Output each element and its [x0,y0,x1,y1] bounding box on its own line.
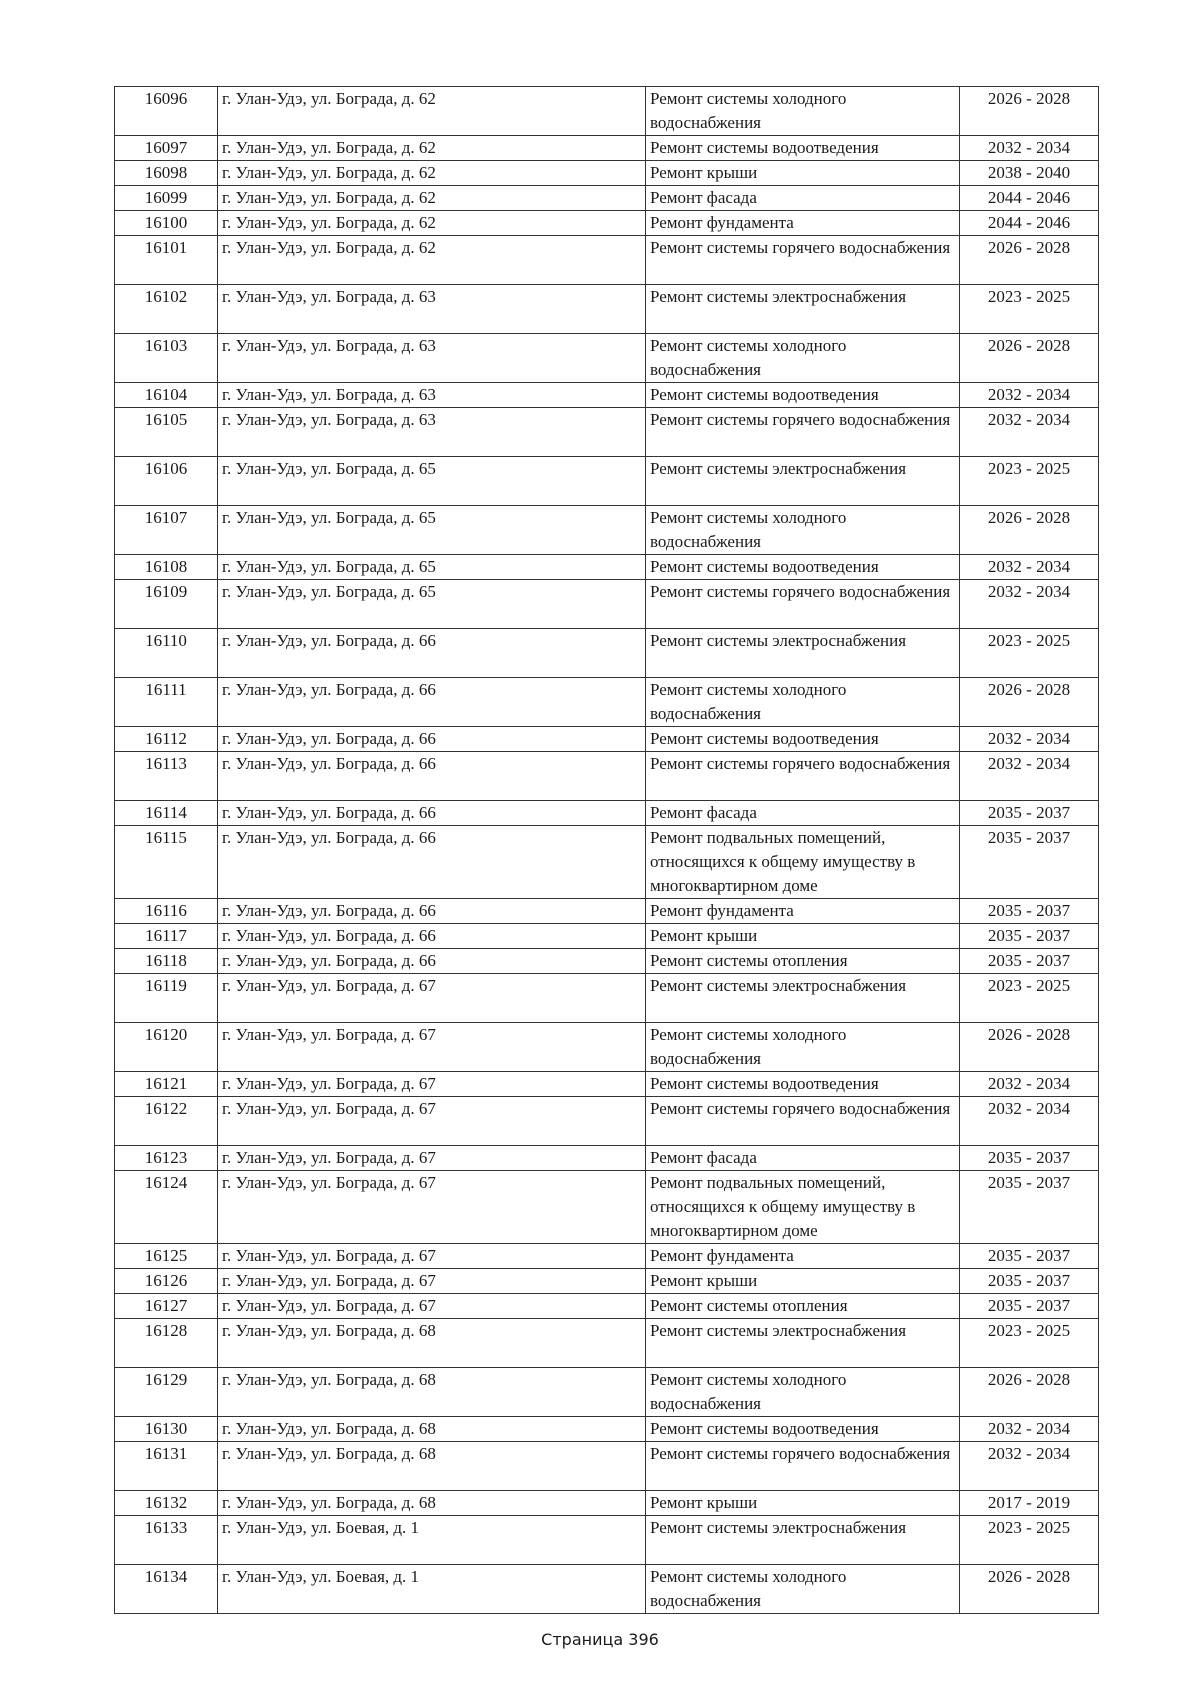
work-type-cell: Ремонт крыши [646,1269,960,1294]
work-type-cell: Ремонт системы холодного водоснабжения [646,334,960,383]
address-cell: г. Улан-Удэ, ул. Бограда, д. 66 [218,752,646,801]
address-cell: г. Улан-Удэ, ул. Бограда, д. 66 [218,678,646,727]
period-cell: 2032 - 2034 [960,383,1099,408]
row-number-cell: 16105 [115,408,218,457]
row-number-cell: 16124 [115,1171,218,1244]
table-row [115,1565,1099,1614]
table-row [115,383,1099,408]
table-row [115,1294,1099,1319]
address-cell: г. Улан-Удэ, ул. Бограда, д. 62 [218,161,646,186]
period-cell: 2032 - 2034 [960,555,1099,580]
table-row [115,186,1099,211]
row-number-cell: 16125 [115,1244,218,1269]
work-type-cell: Ремонт системы горячего водоснабжения [646,1442,960,1491]
period-cell: 2032 - 2034 [960,1097,1099,1146]
address-cell: г. Улан-Удэ, ул. Бограда, д. 65 [218,506,646,555]
row-number-cell: 16098 [115,161,218,186]
address-cell: г. Улан-Удэ, ул. Бограда, д. 67 [218,1146,646,1171]
table-row [115,1442,1099,1491]
work-type-cell: Ремонт крыши [646,161,960,186]
period-cell: 2035 - 2037 [960,899,1099,924]
period-cell: 2035 - 2037 [960,924,1099,949]
row-number-cell: 16131 [115,1442,218,1491]
table-row [115,1097,1099,1146]
repair-schedule-table [114,86,1099,1614]
work-type-cell: Ремонт фасада [646,1146,960,1171]
period-cell: 2023 - 2025 [960,457,1099,506]
address-cell: г. Улан-Удэ, ул. Бограда, д. 65 [218,580,646,629]
address-cell: г. Улан-Удэ, ул. Бограда, д. 68 [218,1491,646,1516]
table-row [115,899,1099,924]
address-cell: г. Улан-Удэ, ул. Бограда, д. 66 [218,629,646,678]
period-cell: 2032 - 2034 [960,1417,1099,1442]
row-number-cell: 16109 [115,580,218,629]
work-type-cell: Ремонт системы водоотведения [646,383,960,408]
work-type-cell: Ремонт системы электроснабжения [646,1319,960,1368]
work-type-cell: Ремонт системы водоотведения [646,136,960,161]
work-type-cell: Ремонт системы холодного водоснабжения [646,87,960,136]
table-row [115,1171,1099,1244]
row-number-cell: 16117 [115,924,218,949]
period-cell: 2032 - 2034 [960,136,1099,161]
address-cell: г. Улан-Удэ, ул. Бограда, д. 62 [218,136,646,161]
table-row [115,801,1099,826]
work-type-cell: Ремонт крыши [646,1491,960,1516]
work-type-cell: Ремонт системы горячего водоснабжения [646,1097,960,1146]
address-cell: г. Улан-Удэ, ул. Бограда, д. 66 [218,949,646,974]
period-cell: 2032 - 2034 [960,408,1099,457]
period-cell: 2035 - 2037 [960,1269,1099,1294]
period-cell: 2035 - 2037 [960,1294,1099,1319]
work-type-cell: Ремонт подвальных помещений, относящихся к общему имуществу в многоквартирном доме [646,826,960,899]
work-type-cell: Ремонт системы горячего водоснабжения [646,752,960,801]
period-cell: 2017 - 2019 [960,1491,1099,1516]
work-type-cell: Ремонт системы холодного водоснабжения [646,1565,960,1614]
period-cell: 2026 - 2028 [960,87,1099,136]
table-row [115,1146,1099,1171]
period-cell: 2026 - 2028 [960,506,1099,555]
period-cell: 2035 - 2037 [960,1171,1099,1244]
period-cell: 2032 - 2034 [960,1072,1099,1097]
table-row [115,87,1099,136]
address-cell: г. Улан-Удэ, ул. Бограда, д. 67 [218,1072,646,1097]
period-cell: 2035 - 2037 [960,1244,1099,1269]
row-number-cell: 16111 [115,678,218,727]
address-cell: г. Улан-Удэ, ул. Бограда, д. 66 [218,826,646,899]
period-cell: 2035 - 2037 [960,826,1099,899]
work-type-cell: Ремонт системы водоотведения [646,555,960,580]
row-number-cell: 16114 [115,801,218,826]
table-row [115,949,1099,974]
period-cell: 2023 - 2025 [960,1319,1099,1368]
period-cell: 2032 - 2034 [960,752,1099,801]
period-cell: 2044 - 2046 [960,211,1099,236]
period-cell: 2026 - 2028 [960,1368,1099,1417]
address-cell: г. Улан-Удэ, ул. Бограда, д. 67 [218,1244,646,1269]
address-cell: г. Улан-Удэ, ул. Бограда, д. 68 [218,1417,646,1442]
row-number-cell: 16110 [115,629,218,678]
period-cell: 2032 - 2034 [960,1442,1099,1491]
period-cell: 2032 - 2034 [960,580,1099,629]
address-cell: г. Улан-Удэ, ул. Боевая, д. 1 [218,1516,646,1565]
work-type-cell: Ремонт системы электроснабжения [646,457,960,506]
table-row [115,924,1099,949]
row-number-cell: 16130 [115,1417,218,1442]
row-number-cell: 16099 [115,186,218,211]
work-type-cell: Ремонт системы холодного водоснабжения [646,1368,960,1417]
address-cell: г. Улан-Удэ, ул. Бограда, д. 65 [218,457,646,506]
table-row [115,457,1099,506]
period-cell: 2026 - 2028 [960,678,1099,727]
address-cell: г. Улан-Удэ, ул. Бограда, д. 67 [218,1294,646,1319]
work-type-cell: Ремонт системы горячего водоснабжения [646,580,960,629]
work-type-cell: Ремонт системы холодного водоснабжения [646,678,960,727]
address-cell: г. Улан-Удэ, ул. Бограда, д. 62 [218,211,646,236]
period-cell: 2044 - 2046 [960,186,1099,211]
period-cell: 2026 - 2028 [960,1023,1099,1072]
row-number-cell: 16115 [115,826,218,899]
row-number-cell: 16133 [115,1516,218,1565]
table-row [115,580,1099,629]
table-row [115,506,1099,555]
address-cell: г. Улан-Удэ, ул. Бограда, д. 65 [218,555,646,580]
row-number-cell: 16134 [115,1565,218,1614]
table-row [115,1491,1099,1516]
address-cell: г. Улан-Удэ, ул. Бограда, д. 68 [218,1319,646,1368]
table-row [115,211,1099,236]
work-type-cell: Ремонт системы электроснабжения [646,285,960,334]
work-type-cell: Ремонт системы холодного водоснабжения [646,1023,960,1072]
work-type-cell: Ремонт фундамента [646,899,960,924]
row-number-cell: 16120 [115,1023,218,1072]
address-cell: г. Улан-Удэ, ул. Бограда, д. 63 [218,285,646,334]
table-row [115,974,1099,1023]
work-type-cell: Ремонт фасада [646,186,960,211]
period-cell: 2026 - 2028 [960,236,1099,285]
table-row [115,236,1099,285]
table-row [115,161,1099,186]
table-row [115,629,1099,678]
work-type-cell: Ремонт подвальных помещений, относящихся к общему имуществу в многоквартирном доме [646,1171,960,1244]
row-number-cell: 16107 [115,506,218,555]
table-row [115,136,1099,161]
period-cell: 2035 - 2037 [960,949,1099,974]
work-type-cell: Ремонт фундамента [646,1244,960,1269]
table-row [115,1269,1099,1294]
work-type-cell: Ремонт системы горячего водоснабжения [646,408,960,457]
period-cell: 2023 - 2025 [960,629,1099,678]
row-number-cell: 16123 [115,1146,218,1171]
table-row [115,826,1099,899]
work-type-cell: Ремонт системы водоотведения [646,1417,960,1442]
table-row [115,408,1099,457]
address-cell: г. Улан-Удэ, ул. Бограда, д. 67 [218,1023,646,1072]
work-type-cell: Ремонт системы водоотведения [646,727,960,752]
address-cell: г. Улан-Удэ, ул. Бограда, д. 63 [218,334,646,383]
row-number-cell: 16103 [115,334,218,383]
period-cell: 2026 - 2028 [960,334,1099,383]
address-cell: г. Улан-Удэ, ул. Бограда, д. 63 [218,383,646,408]
table-row [115,727,1099,752]
table-body [115,87,1099,1614]
period-cell: 2023 - 2025 [960,974,1099,1023]
table-row [115,1319,1099,1368]
address-cell: г. Улан-Удэ, ул. Бограда, д. 62 [218,186,646,211]
period-cell: 2035 - 2037 [960,1146,1099,1171]
address-cell: г. Улан-Удэ, ул. Бограда, д. 68 [218,1442,646,1491]
work-type-cell: Ремонт крыши [646,924,960,949]
table-row [115,285,1099,334]
period-cell: 2026 - 2028 [960,1565,1099,1614]
address-cell: г. Улан-Удэ, ул. Бограда, д. 62 [218,87,646,136]
table-row [115,1368,1099,1417]
address-cell: г. Улан-Удэ, ул. Бограда, д. 67 [218,974,646,1023]
row-number-cell: 16132 [115,1491,218,1516]
row-number-cell: 16101 [115,236,218,285]
row-number-cell: 16118 [115,949,218,974]
table-row [115,1417,1099,1442]
row-number-cell: 16104 [115,383,218,408]
work-type-cell: Ремонт системы электроснабжения [646,974,960,1023]
row-number-cell: 16096 [115,87,218,136]
period-cell: 2023 - 2025 [960,285,1099,334]
work-type-cell: Ремонт системы отопления [646,1294,960,1319]
row-number-cell: 16113 [115,752,218,801]
row-number-cell: 16106 [115,457,218,506]
address-cell: г. Улан-Удэ, ул. Бограда, д. 67 [218,1097,646,1146]
address-cell: г. Улан-Удэ, ул. Бограда, д. 66 [218,801,646,826]
address-cell: г. Улан-Удэ, ул. Боевая, д. 1 [218,1565,646,1614]
table-row [115,1516,1099,1565]
address-cell: г. Улан-Удэ, ул. Бограда, д. 66 [218,924,646,949]
table-row [115,1023,1099,1072]
page-number: Страница 396 [541,1630,659,1649]
row-number-cell: 16126 [115,1269,218,1294]
address-cell: г. Улан-Удэ, ул. Бограда, д. 66 [218,727,646,752]
row-number-cell: 16119 [115,974,218,1023]
period-cell: 2032 - 2034 [960,727,1099,752]
work-type-cell: Ремонт системы водоотведения [646,1072,960,1097]
table-row [115,752,1099,801]
address-cell: г. Улан-Удэ, ул. Бограда, д. 68 [218,1368,646,1417]
row-number-cell: 16116 [115,899,218,924]
row-number-cell: 16129 [115,1368,218,1417]
work-type-cell: Ремонт системы электроснабжения [646,1516,960,1565]
work-type-cell: Ремонт фасада [646,801,960,826]
row-number-cell: 16097 [115,136,218,161]
work-type-cell: Ремонт системы электроснабжения [646,629,960,678]
row-number-cell: 16128 [115,1319,218,1368]
table-row [115,555,1099,580]
table-row [115,1244,1099,1269]
address-cell: г. Улан-Удэ, ул. Бограда, д. 66 [218,899,646,924]
address-cell: г. Улан-Удэ, ул. Бограда, д. 67 [218,1171,646,1244]
table-row [115,1072,1099,1097]
address-cell: г. Улан-Удэ, ул. Бограда, д. 63 [218,408,646,457]
table-row [115,678,1099,727]
period-cell: 2038 - 2040 [960,161,1099,186]
period-cell: 2023 - 2025 [960,1516,1099,1565]
work-type-cell: Ремонт системы холодного водоснабжения [646,506,960,555]
period-cell: 2035 - 2037 [960,801,1099,826]
work-type-cell: Ремонт системы отопления [646,949,960,974]
table-row [115,334,1099,383]
row-number-cell: 16121 [115,1072,218,1097]
row-number-cell: 16108 [115,555,218,580]
work-type-cell: Ремонт фундамента [646,211,960,236]
row-number-cell: 16122 [115,1097,218,1146]
row-number-cell: 16102 [115,285,218,334]
row-number-cell: 16100 [115,211,218,236]
row-number-cell: 16112 [115,727,218,752]
work-type-cell: Ремонт системы горячего водоснабжения [646,236,960,285]
address-cell: г. Улан-Удэ, ул. Бограда, д. 67 [218,1269,646,1294]
address-cell: г. Улан-Удэ, ул. Бограда, д. 62 [218,236,646,285]
row-number-cell: 16127 [115,1294,218,1319]
